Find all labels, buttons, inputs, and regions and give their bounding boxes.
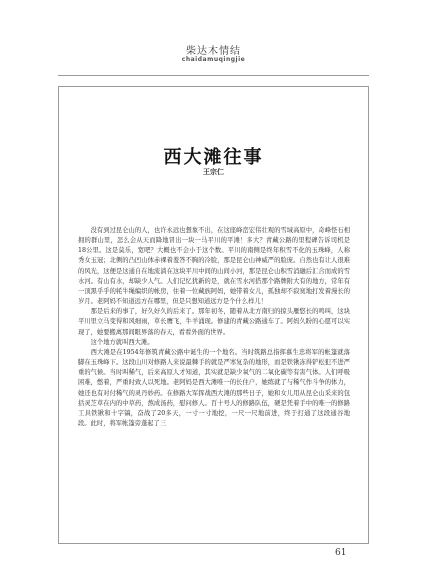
running-header-title: 柴达木情结 — [186, 46, 241, 57]
body-paragraph: 没有到过昆仑山的人，也许永远也想象不出，在这座峰峦宏伟壮观的雪域高原中，奇峰怪石相拥的群山里，怎么会从天而降地冒出一块一马平川的平滩！多大？青藏公路的里程碑告诉司机是18公里。这是莫乐，宽吧？大概也不会小于这个数。平川的南侧是终年积雪不化的玉珠峰，人称秀女玉冠；北侧的凸凹山体赤裸着羞答不胸的冷脸，那是昆仑山神威严的脸庞。自然也有让人很难的风光，这便是这通自在地流淌在这块平川中间的山间小河，那是昆仑山积雪消融后汇合而成的雪水河。有山有水，却缺少人气。人们记忆犹新的是，就在雪水河搭那个路牌附大有的地方，常年有一顶黑乎乎的牦牛绳编织的帐房，住着一位藏族阿妈，她带着女儿，孤独却不寂寞地打发着漫长的岁月。老阿妈不知道远方在哪里，但是只想知道远方是个什么样儿！ — [78, 227, 350, 306]
body-paragraph: 这个地方就叫西大滩。 — [90, 338, 154, 346]
article-title: 西大滩往事 — [163, 147, 264, 168]
running-header-pinyin: chaidamuqingjie — [181, 56, 246, 63]
page-number: 61 — [335, 548, 347, 558]
body-paragraph: 那是后来的事了，好久好久的后来了。那年初冬，随着从北方南归的掠头雁悠长的鸣叫，这块平川里立马变得和风细雨，草长鹰飞，牛羊涌现。修建的青藏公路通车了。阿妈久盼的心愿可以实现了，她要搬离那间眼界落的春天，看看外面的世界。 — [78, 308, 350, 336]
article-body — [78, 226, 350, 429]
article-author: 王宗仁 — [203, 168, 224, 176]
header-rule — [58, 75, 369, 76]
body-paragraph: 西大滩是在1954年修筑青藏公路中诞生的一个地名。当时筑路总指挥慕生忠将军的帐篷就落脚在玉珠峰下。这段山川对修路人来说最棘手的就是严寒复杂的地形，而是铁锹冻得铲松犯不进严重的气候。当时叫稀气，后来高原人才知道，其实就是缺少氧气的二氧化碳等有害气体。人们呼吸困难，憋着，严重时致人以死地。老阿妈是西大滩唯一的长住户，她练就了与稀气作斗争的体力，她还也有对付稀气的灵丹妙药。在修路大军挥战西大滩的那些日子，她和女儿用从昆仑山采来的包括灵芝草在内的中草药，熬成汤药，慰问修人。百十号人的修路队伍，硬是凭着手中的唯一的修路工具铁锹和十字镐，奋战了20多天，一寸一寸地挖，一尺一尺地前进，终于打通了这段通谷地段。此时，将军帐篷旁蓬起了三 — [78, 348, 350, 427]
